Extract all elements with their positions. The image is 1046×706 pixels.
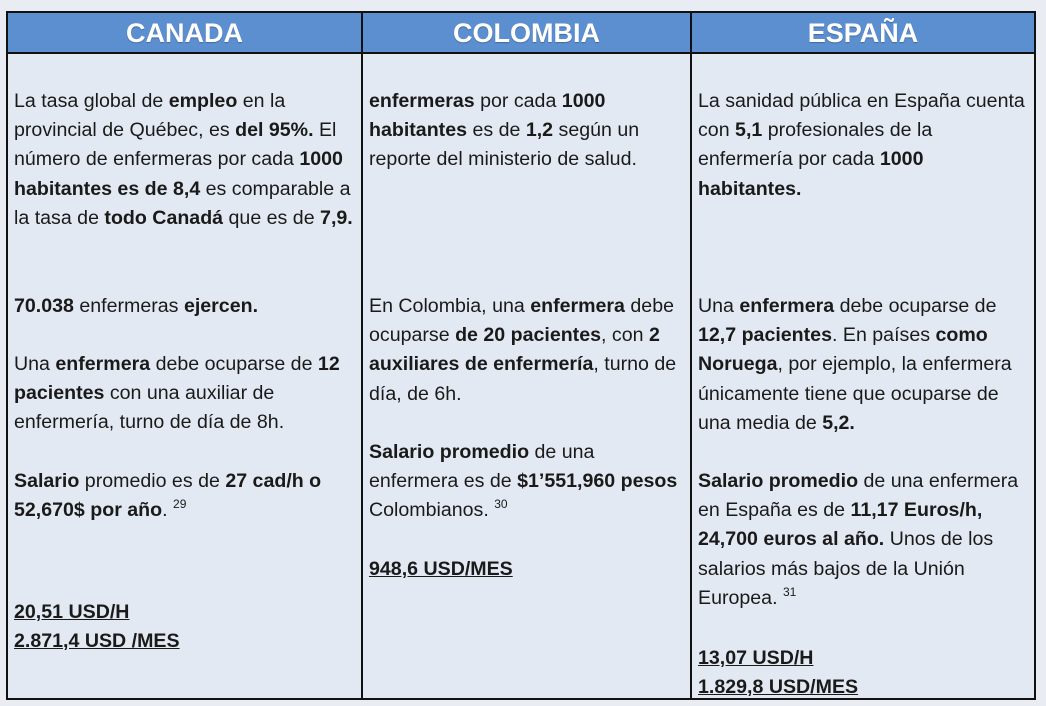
colombia-ratio-paragraph: enfermeras por cada 1000 habitantes es de 1,2 según un reporte del ministerio de salud. xyxy=(369,90,640,171)
canada-patients-paragraph: Una enfermera debe ocuparse de 12 pacientes con una auxiliar de enfermería, turno de día de 8h. xyxy=(14,353,340,434)
header-espana: ESPAÑA xyxy=(692,13,1034,54)
header-colombia: COLOMBIA xyxy=(363,13,692,54)
canada-employment-paragraph: La tasa global de empleo en la provincial de Québec, es del 95%. El número de enfermeras por cada 1000 habitantes es de 8,4 es comparable a la tasa de todo Canadá que es de 7,9. xyxy=(14,90,353,229)
colombia-patients-paragraph: En Colombia, una enfermera debe ocuparse de 20 pacientes, con 2 auxiliares de enfermería, turno de día, de 6h. xyxy=(369,295,677,405)
colombia-usd-month: 948,6 USD/MES xyxy=(369,558,513,580)
canada-salary-paragraph: Salario promedio es de 27 cad/h o 52,670$ por año. $^{29}$ xyxy=(14,470,322,522)
header-canada: CANADA xyxy=(8,13,363,54)
comparison-table xyxy=(6,11,1036,700)
column-espana xyxy=(692,54,1034,698)
espana-usd-month: 1.829,8 USD/MES xyxy=(698,676,859,698)
colombia-salary-paragraph: Salario promedio de una enfermera es de $1’551,960 pesos Colombianos. $^{30}$ xyxy=(369,441,678,522)
espana-usd-hour: 13,07 USD/H xyxy=(698,647,814,669)
espana-ratio-paragraph: La sanidad pública en España cuenta con 5,1 profesionales de la enfermería por cada 1000 habitantes. xyxy=(698,90,1025,200)
espana-salary-paragraph: Salario promedio de una enfermera en España es de 11,17 Euros/h, 24,700 euros al año. Unos de los salarios más bajos de la Unión Europea. $^{31}$ xyxy=(698,470,1019,609)
canada-usd-hour: 20,51 USD/H xyxy=(14,601,130,623)
canada-usd-month: 2.871,4 USD /MES xyxy=(14,630,180,652)
espana-patients-paragraph: Una enfermera debe ocuparse de 12,7 pacientes. En países como Noruega, por ejemplo, la enfermera únicamente tiene que ocuparse de una media de 5,2. xyxy=(698,295,1012,434)
column-colombia xyxy=(363,54,692,698)
canada-nurses-count: 70.038 enfermeras ejercen. xyxy=(14,295,259,317)
column-canada xyxy=(8,54,363,698)
